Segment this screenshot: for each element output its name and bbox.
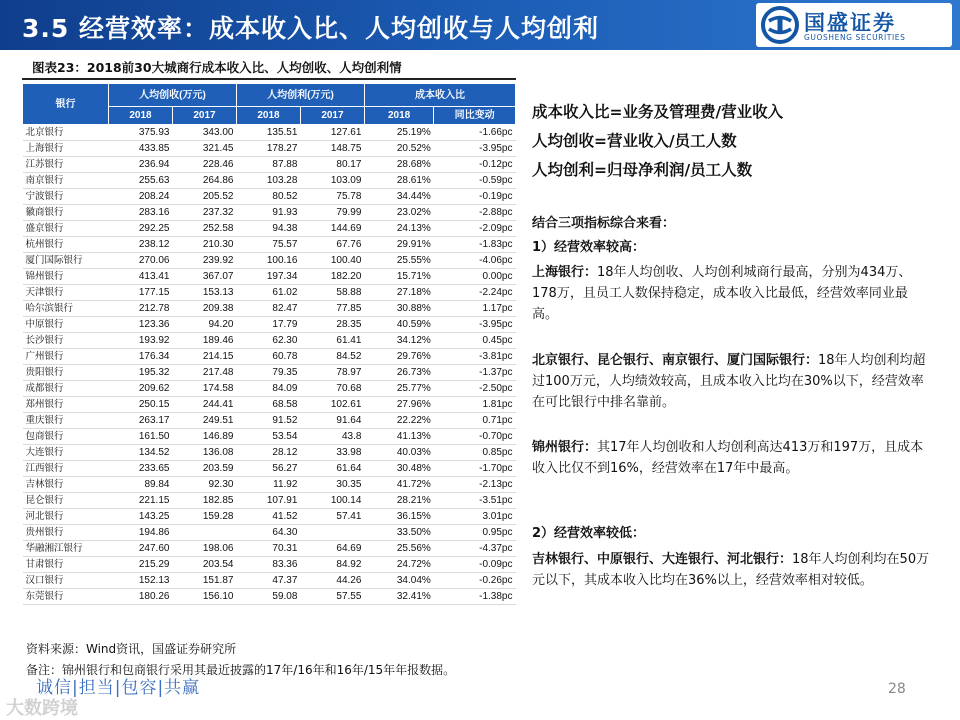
table-cell: 44.26 (300, 573, 364, 589)
table-row (23, 317, 516, 333)
table-row (23, 525, 516, 541)
table-cell: 60.78 (236, 349, 300, 365)
table-row (23, 253, 516, 269)
table-cell: 263.17 (109, 413, 173, 429)
bank-name-cell: 贵阳银行 (23, 365, 109, 381)
column-subheader: 2017 (300, 107, 364, 125)
table-cell: -2.50pc (434, 381, 516, 397)
table-cell: 1.81pc (434, 397, 516, 413)
table-cell: 0.95pc (434, 525, 516, 541)
table-row (23, 349, 516, 365)
company-logo (756, 3, 952, 47)
column-group-cost-income-ratio: 成本收入比 (364, 84, 515, 107)
column-subheader: 2018 (236, 107, 300, 125)
table-cell: 87.88 (236, 157, 300, 173)
table-cell: 0.45pc (434, 333, 516, 349)
bank-name-cell: 中原银行 (23, 317, 109, 333)
bank-name-cell: 华融湘江银行 (23, 541, 109, 557)
bank-name-cell: 甘肃银行 (23, 557, 109, 573)
table-cell: 68.58 (236, 397, 300, 413)
table-cell: 1.17pc (434, 301, 516, 317)
table-cell: 159.28 (172, 509, 236, 525)
column-header-bank: 银行 (23, 84, 109, 125)
table-cell: 57.41 (300, 509, 364, 525)
table-cell: 198.06 (172, 541, 236, 557)
table-row (23, 365, 516, 381)
table-cell: 34.12% (364, 333, 433, 349)
table-cell: 33.98 (300, 445, 364, 461)
title-bar (0, 0, 960, 50)
table-cell: 264.86 (172, 173, 236, 189)
table-cell: -4.06pc (434, 253, 516, 269)
table-cell: -3.95pc (434, 141, 516, 157)
table-cell: 156.10 (172, 589, 236, 605)
table-cell: 270.06 (109, 253, 173, 269)
table-cell: 28.12 (236, 445, 300, 461)
figure-title: 图表23：2018前30大城商行成本收入比、人均创收、人均创利情 (32, 60, 402, 75)
table-cell: -0.09pc (434, 557, 516, 573)
table-row (23, 157, 516, 173)
table-cell: 32.41% (364, 589, 433, 605)
table-cell: 57.55 (300, 589, 364, 605)
table-cell: -0.59pc (434, 173, 516, 189)
table-cell: -1.66pc (434, 125, 516, 141)
table-cell: 78.97 (300, 365, 364, 381)
table-cell: -2.24pc (434, 285, 516, 301)
table-cell: 36.15% (364, 509, 433, 525)
table-cell: 30.88% (364, 301, 433, 317)
table-cell: 194.86 (109, 525, 173, 541)
table-cell: 244.41 (172, 397, 236, 413)
table-cell: 70.31 (236, 541, 300, 557)
table-row (23, 205, 516, 221)
table-cell: 84.52 (300, 349, 364, 365)
table-cell: 144.69 (300, 221, 364, 237)
table-cell: 91.52 (236, 413, 300, 429)
section-low-efficiency: 2）经营效率较低： (532, 526, 646, 541)
bank-name-cell: 贵州银行 (23, 525, 109, 541)
logo-cn-text: 国盛证券 (804, 11, 896, 35)
bank-name-cell: 东莞银行 (23, 589, 109, 605)
table-cell: 75.78 (300, 189, 364, 205)
column-group-revenue-per-employee: 人均创收(万元) (109, 84, 237, 107)
table-cell: 83.36 (236, 557, 300, 573)
table-cell: 228.46 (172, 157, 236, 173)
table-cell: -4.37pc (434, 541, 516, 557)
table-cell: 215.29 (109, 557, 173, 573)
section-high-efficiency: 1）经营效率较高： (532, 240, 646, 255)
bank-name-cell: 包商银行 (23, 429, 109, 445)
table-cell: 94.20 (172, 317, 236, 333)
table-row (23, 541, 516, 557)
table-cell: 24.72% (364, 557, 433, 573)
table-cell: 40.59% (364, 317, 433, 333)
table-cell: 217.48 (172, 365, 236, 381)
table-cell: 146.89 (172, 429, 236, 445)
table-cell: 91.64 (300, 413, 364, 429)
table-cell: 47.37 (236, 573, 300, 589)
table-cell: 27.96% (364, 397, 433, 413)
figure-title-rule (22, 78, 516, 80)
table-cell: 233.65 (109, 461, 173, 477)
paragraph-text: 18年人均创利均超过100万元，人均绩效较高，且成本收入比均在30%以下，经营效率在可比银行中排名靠前。 (532, 353, 926, 410)
formula-profit-per-employee: 人均创利=归母净利润/员工人数 (532, 161, 753, 179)
table-cell: 182.85 (172, 493, 236, 509)
formula-cost-income: 成本收入比=业务及管理费/营业收入 (532, 103, 784, 121)
table-row (23, 477, 516, 493)
table-cell: 28.61% (364, 173, 433, 189)
table-cell: -1.83pc (434, 237, 516, 253)
table-cell: -3.51pc (434, 493, 516, 509)
table-cell: 127.61 (300, 125, 364, 141)
paragraph-text: 18年人均创收、人均创利城商行最高，分别为434万、178万，且员工人数保持稳定，成本收入比最低，经营效率同业最高。 (532, 265, 912, 322)
table-cell: 152.13 (109, 573, 173, 589)
table-cell: 209.38 (172, 301, 236, 317)
table-cell: 0.71pc (434, 413, 516, 429)
efficiency-table (22, 83, 516, 605)
bank-name-cell: 南京银行 (23, 173, 109, 189)
source-note: 资料来源：Wind资讯，国盛证券研究所 (26, 642, 237, 656)
paragraph-jinzhou (532, 437, 932, 479)
table-cell: 153.13 (172, 285, 236, 301)
table-cell: 100.16 (236, 253, 300, 269)
table-cell: 82.47 (236, 301, 300, 317)
table-cell: 80.17 (300, 157, 364, 173)
table-row (23, 141, 516, 157)
table-cell: 61.41 (300, 333, 364, 349)
bank-name-cell: 成都银行 (23, 381, 109, 397)
table-cell: 25.56% (364, 541, 433, 557)
table-cell: 102.61 (300, 397, 364, 413)
bank-name-cell: 宁波银行 (23, 189, 109, 205)
table-cell: 91.93 (236, 205, 300, 221)
table-cell: -1.37pc (434, 365, 516, 381)
paragraph-text: 18年人均创利均在50万元以下，其成本收入比均在36%以上，经营效率相对较低。 (532, 552, 930, 588)
table-cell: 189.46 (172, 333, 236, 349)
column-subheader: 2018 (364, 107, 433, 125)
table-cell: 433.85 (109, 141, 173, 157)
table-cell: 23.02% (364, 205, 433, 221)
table-cell: 3.01pc (434, 509, 516, 525)
table-cell: 161.50 (109, 429, 173, 445)
bank-name-cell: 江西银行 (23, 461, 109, 477)
table-cell: -3.81pc (434, 349, 516, 365)
table-cell: 413.41 (109, 269, 173, 285)
paragraph-shanghai (532, 262, 932, 325)
table-cell: 107.91 (236, 493, 300, 509)
table-cell: -1.70pc (434, 461, 516, 477)
table-cell: 24.13% (364, 221, 433, 237)
table-cell: 205.52 (172, 189, 236, 205)
paragraph-beijing-group (532, 350, 932, 413)
footer-slogan: 诚信|担当|包容|共赢 (36, 678, 201, 698)
bank-name-cell: 广州银行 (23, 349, 109, 365)
table-cell: 58.88 (300, 285, 364, 301)
table-cell: 53.54 (236, 429, 300, 445)
table-row (23, 269, 516, 285)
table-cell: 203.54 (172, 557, 236, 573)
table-cell: 25.19% (364, 125, 433, 141)
table-row (23, 557, 516, 573)
column-group-profit-per-employee: 人均创利(万元) (236, 84, 364, 107)
table-cell: 64.30 (236, 525, 300, 541)
table-cell: 195.32 (109, 365, 173, 381)
table-cell: 283.16 (109, 205, 173, 221)
table-row (23, 493, 516, 509)
table-cell: 67.76 (300, 237, 364, 253)
table-cell: -1.38pc (434, 589, 516, 605)
table-cell: 182.20 (300, 269, 364, 285)
table-cell: 30.35 (300, 477, 364, 493)
table-row (23, 301, 516, 317)
table-cell: 321.45 (172, 141, 236, 157)
page-number: 28 (888, 681, 906, 697)
table-row (23, 221, 516, 237)
table-cell: 210.30 (172, 237, 236, 253)
table-cell: 40.03% (364, 445, 433, 461)
bank-name-cell: 河北银行 (23, 509, 109, 525)
table-row (23, 573, 516, 589)
table-cell: 250.15 (109, 397, 173, 413)
table-cell: 20.52% (364, 141, 433, 157)
bank-name-cell: 重庆银行 (23, 413, 109, 429)
table-row (23, 173, 516, 189)
table-cell: 30.48% (364, 461, 433, 477)
table-cell: 79.99 (300, 205, 364, 221)
column-subheader: 2017 (172, 107, 236, 125)
table-cell: 255.63 (109, 173, 173, 189)
table-cell: 34.44% (364, 189, 433, 205)
paragraph-bold-lead: 锦州银行： (532, 440, 598, 455)
table-cell: 61.64 (300, 461, 364, 477)
table-cell: 221.15 (109, 493, 173, 509)
table-cell: 249.51 (172, 413, 236, 429)
table-cell: 25.55% (364, 253, 433, 269)
table-cell: 15.71% (364, 269, 433, 285)
table-cell: 237.32 (172, 205, 236, 221)
table-cell: 34.04% (364, 573, 433, 589)
table-cell: 103.09 (300, 173, 364, 189)
table-row (23, 189, 516, 205)
table-cell: 59.08 (236, 589, 300, 605)
table-cell: 64.69 (300, 541, 364, 557)
bank-name-cell: 上海银行 (23, 141, 109, 157)
table-cell: 0.85pc (434, 445, 516, 461)
table-cell: 292.25 (109, 221, 173, 237)
paragraph-text: 其17年人均创收和人均创利高达413万和197万，且成本收入比仅不到16%，经营效率在17年中最高。 (532, 440, 924, 476)
table-cell: 79.35 (236, 365, 300, 381)
table-cell: 62.30 (236, 333, 300, 349)
table-cell: 28.21% (364, 493, 433, 509)
table-cell: 17.79 (236, 317, 300, 333)
table-cell: 239.92 (172, 253, 236, 269)
table-row (23, 461, 516, 477)
bank-name-cell: 哈尔滨银行 (23, 301, 109, 317)
bank-name-cell: 杭州银行 (23, 237, 109, 253)
table-cell: 238.12 (109, 237, 173, 253)
table-cell: 214.15 (172, 349, 236, 365)
table-row (23, 445, 516, 461)
table-cell: 103.28 (236, 173, 300, 189)
table-cell: 176.34 (109, 349, 173, 365)
table-row (23, 125, 516, 141)
paragraph-bold-lead: 上海银行： (532, 265, 598, 280)
table-cell: 41.13% (364, 429, 433, 445)
formula-revenue-per-employee: 人均创收=营业收入/员工人数 (532, 132, 737, 150)
table-cell: 22.22% (364, 413, 433, 429)
page-title: 3.5 经营效率：成本收入比、人均创收与人均创利 (22, 14, 599, 43)
column-subheader: 2018 (109, 107, 173, 125)
table-cell: 94.38 (236, 221, 300, 237)
table-row (23, 397, 516, 413)
table-cell: 143.25 (109, 509, 173, 525)
table-cell: 236.94 (109, 157, 173, 173)
table-cell: 247.60 (109, 541, 173, 557)
paragraph-bold-lead: 北京银行、昆仑银行、南京银行、厦门国际银行： (532, 353, 819, 368)
bank-name-cell: 大连银行 (23, 445, 109, 461)
table-cell: 43.8 (300, 429, 364, 445)
bank-name-cell: 汉口银行 (23, 573, 109, 589)
bank-name-cell: 盛京银行 (23, 221, 109, 237)
table-cell: 100.40 (300, 253, 364, 269)
table-row (23, 589, 516, 605)
table-cell: -2.88pc (434, 205, 516, 221)
table-cell: 367.07 (172, 269, 236, 285)
table-cell: 28.35 (300, 317, 364, 333)
table-cell: 27.18% (364, 285, 433, 301)
bank-name-cell: 昆仑银行 (23, 493, 109, 509)
paragraph-bold-lead: 吉林银行、中原银行、大连银行、河北银行： (532, 552, 793, 567)
table-cell: 56.27 (236, 461, 300, 477)
bank-name-cell: 江苏银行 (23, 157, 109, 173)
table-cell: 203.59 (172, 461, 236, 477)
bank-name-cell: 长沙银行 (23, 333, 109, 349)
table-cell: 80.52 (236, 189, 300, 205)
bank-name-cell: 锦州银行 (23, 269, 109, 285)
table-cell: 123.36 (109, 317, 173, 333)
table-cell: 11.92 (236, 477, 300, 493)
table-cell: 193.92 (109, 333, 173, 349)
table-cell: -2.13pc (434, 477, 516, 493)
table-row (23, 333, 516, 349)
table-row (23, 381, 516, 397)
table-cell: 134.52 (109, 445, 173, 461)
table-cell: -3.95pc (434, 317, 516, 333)
bank-name-cell: 郑州银行 (23, 397, 109, 413)
table-cell: -0.70pc (434, 429, 516, 445)
table-cell: 100.14 (300, 493, 364, 509)
table-cell: 0.00pc (434, 269, 516, 285)
table-row (23, 429, 516, 445)
guosheng-logo-icon (760, 6, 800, 44)
table-cell: 70.68 (300, 381, 364, 397)
table-cell: 151.87 (172, 573, 236, 589)
summary-intro: 结合三项指标综合来看： (532, 216, 676, 231)
column-subheader: 同比变动 (434, 107, 516, 125)
table-cell: 29.76% (364, 349, 433, 365)
table-cell: -0.12pc (434, 157, 516, 173)
table-row (23, 413, 516, 429)
table-cell: 29.91% (364, 237, 433, 253)
watermark: 大数跨境 (6, 698, 78, 719)
table-cell: 180.26 (109, 589, 173, 605)
table-cell: 208.24 (109, 189, 173, 205)
table-cell: -2.09pc (434, 221, 516, 237)
table-cell: 75.57 (236, 237, 300, 253)
table-cell: 178.27 (236, 141, 300, 157)
table-cell: 92.30 (172, 477, 236, 493)
table-cell: 148.75 (300, 141, 364, 157)
table-cell: 25.77% (364, 381, 433, 397)
bank-name-cell: 北京银行 (23, 125, 109, 141)
table-cell: 209.62 (109, 381, 173, 397)
table-cell: 136.08 (172, 445, 236, 461)
table-cell: 33.50% (364, 525, 433, 541)
bank-name-cell: 吉林银行 (23, 477, 109, 493)
table-cell: 252.58 (172, 221, 236, 237)
table-cell: -0.26pc (434, 573, 516, 589)
bank-name-cell: 徽商银行 (23, 205, 109, 221)
table-row (23, 285, 516, 301)
table-cell (172, 525, 236, 541)
bank-name-cell: 厦门国际银行 (23, 253, 109, 269)
logo-en-text: GUOSHENG SECURITIES (804, 33, 906, 42)
table-cell: 89.84 (109, 477, 173, 493)
table-cell: 26.73% (364, 365, 433, 381)
table-cell: 212.78 (109, 301, 173, 317)
paragraph-jilin-group (532, 549, 932, 591)
table-cell: 61.02 (236, 285, 300, 301)
footnote: 备注：锦州银行和包商银行采用其最近披露的17年/16年和16年/15年年报数据。 (26, 663, 456, 677)
table-cell: 135.51 (236, 125, 300, 141)
table-cell: 84.92 (300, 557, 364, 573)
table-cell: 197.34 (236, 269, 300, 285)
table-cell: 343.00 (172, 125, 236, 141)
table-cell (300, 525, 364, 541)
bank-name-cell: 天津银行 (23, 285, 109, 301)
table-cell: 41.52 (236, 509, 300, 525)
table-cell: 28.68% (364, 157, 433, 173)
table-cell: 84.09 (236, 381, 300, 397)
table-cell: 41.72% (364, 477, 433, 493)
table-cell: 77.85 (300, 301, 364, 317)
table-cell: 375.93 (109, 125, 173, 141)
table-row (23, 237, 516, 253)
table-cell: 174.58 (172, 381, 236, 397)
table-cell: 177.15 (109, 285, 173, 301)
table-row (23, 509, 516, 525)
table-cell: -0.19pc (434, 189, 516, 205)
